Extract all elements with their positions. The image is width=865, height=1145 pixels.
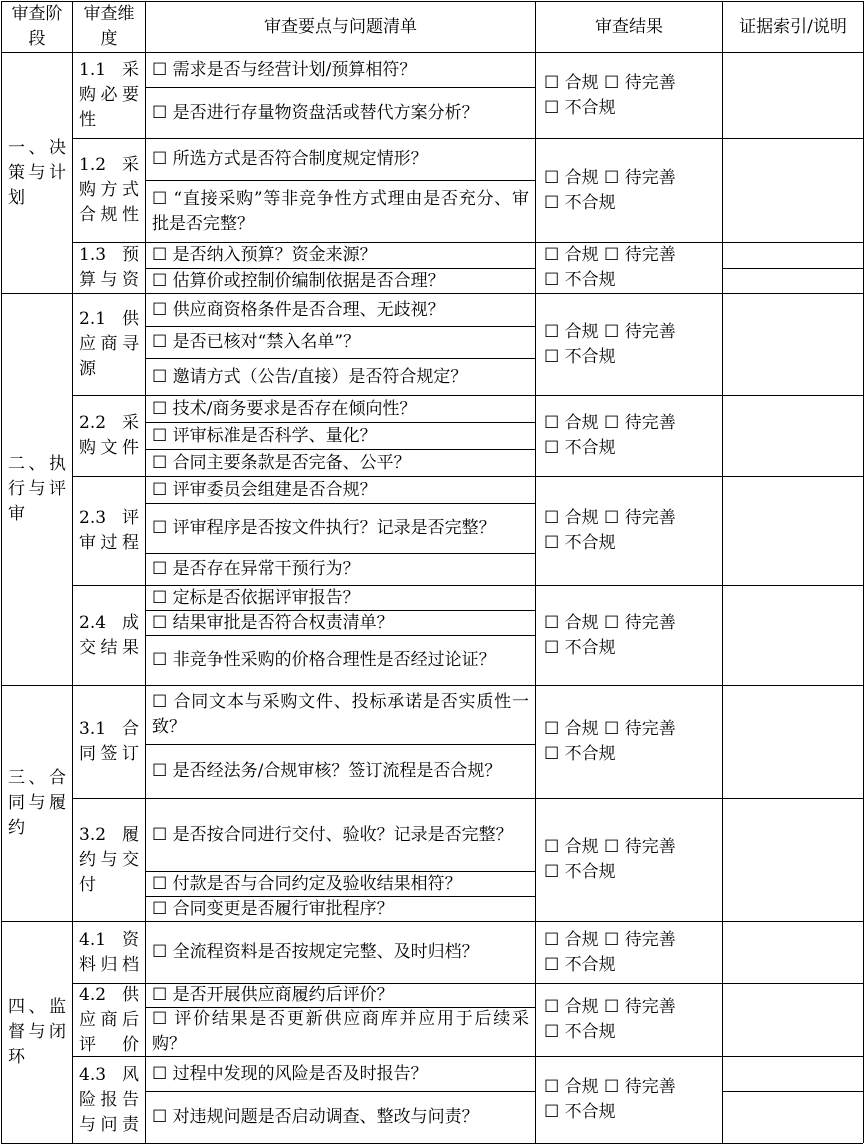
result-option-compliant-pending: ☐ 合规 ☐ 待完善 <box>544 1077 676 1097</box>
checklist-item-text: ☐ 付款是否与合同约定及验收结果相符？ <box>152 873 462 894</box>
result-option-noncompliant: ☐ 不合规 <box>544 744 616 764</box>
dimension-label-line: 性 <box>79 110 96 130</box>
dimension-label-line: 购必要 <box>79 85 139 105</box>
dimension-label-line: 同签订 <box>79 744 139 764</box>
result-option-noncompliant: ☐ 不合规 <box>544 192 616 213</box>
checklist-item[interactable] <box>146 1008 535 1056</box>
stage-label-line: 督与闭 <box>8 1022 66 1042</box>
result-options[interactable] <box>536 686 722 798</box>
dimension-cell <box>73 53 145 138</box>
header-result-label: 审查结果 <box>595 16 663 37</box>
header-points-label: 审查要点与问题清单 <box>264 16 417 37</box>
result-options[interactable] <box>536 53 722 138</box>
result-option-noncompliant: ☐ 不合规 <box>544 1022 616 1042</box>
dimension-cell <box>73 984 145 1056</box>
result-option-compliant-pending: ☐ 合规 ☐ 待完善 <box>544 245 676 265</box>
checklist-item[interactable] <box>146 1057 535 1091</box>
dimension-label-line: 4.1 资 <box>79 929 139 950</box>
dimension-label-line: 审过程 <box>79 533 139 553</box>
checklist-item-text: ☐ “直接采购”等非竞争性方式理由是否充分、审批是否完整？ <box>152 188 529 234</box>
dimension-cell <box>73 396 145 476</box>
stage-label-line: 行与评 <box>8 479 66 499</box>
checklist-item[interactable] <box>146 450 535 476</box>
checklist-item-text: ☐ 估算价或控制价编制依据是否合理？ <box>152 270 445 291</box>
result-option-noncompliant: ☐ 不合规 <box>544 97 616 118</box>
evidence-cell[interactable] <box>723 396 863 476</box>
result-option-compliant-pending: ☐ 合规 ☐ 待完善 <box>544 997 676 1017</box>
checklist-item-text: ☐ 供应商资格条件是否合理、无歧视？ <box>152 299 445 320</box>
stage-label-line: 三、合 <box>8 768 66 788</box>
header-dimension-line: 审查维 <box>83 4 135 24</box>
result-options[interactable] <box>536 396 722 476</box>
dimension-cell <box>73 477 145 585</box>
evidence-cell[interactable] <box>723 586 863 685</box>
checklist-item[interactable] <box>146 636 535 685</box>
result-option-noncompliant: ☐ 不合规 <box>544 438 616 458</box>
checklist-item-text: ☐ 是否经法务/合规审核？签订流程是否合规？ <box>152 761 502 781</box>
evidence-cell[interactable] <box>723 799 863 921</box>
result-options[interactable] <box>536 586 722 685</box>
stage-cell <box>2 922 72 1143</box>
dimension-label-line: 4.3 风 <box>79 1064 139 1085</box>
checklist-item-text: ☐ 结果审批是否符合权责清单？ <box>152 612 394 633</box>
dimension-label-line: 合规性 <box>79 205 139 225</box>
dimension-label-line: 约与交 <box>79 849 139 870</box>
checklist-item-text: ☐ 是否纳入预算？资金来源？ <box>152 245 377 265</box>
checklist-item-text: ☐ 评价结果是否更新供应商库并应用于后续采购？ <box>152 1009 529 1054</box>
evidence-cell[interactable] <box>723 294 863 395</box>
evidence-cell[interactable] <box>723 139 863 242</box>
evidence-cell[interactable] <box>723 477 863 585</box>
result-option-compliant-pending: ☐ 合规 ☐ 待完善 <box>544 719 676 739</box>
checklist-item-text: ☐ 合同主要条款是否完备、公平？ <box>152 452 411 473</box>
header-dimension-line: 度 <box>100 29 118 49</box>
evidence-cell[interactable] <box>723 922 863 983</box>
header-stage-line: 审查阶 <box>11 4 63 24</box>
checklist-item-text: ☐ 邀请方式（公告/直接）是否符合规定？ <box>152 366 468 387</box>
checklist-item[interactable] <box>146 922 535 983</box>
stage-label-line: 一、决 <box>8 137 66 158</box>
evidence-cell[interactable] <box>723 1057 863 1143</box>
checklist-item-text: ☐ 是否进行存量物资盘活或替代方案分析？ <box>152 102 479 123</box>
result-options[interactable] <box>536 922 722 983</box>
checklist-item-text: ☐ 评审程序是否按文件执行？记录是否完整？ <box>152 518 496 538</box>
checklist-item-text: ☐ 定标是否依据评审报告？ <box>152 587 360 608</box>
result-option-noncompliant: ☐ 不合规 <box>544 346 616 367</box>
checklist-item-text: ☐ 需求是否与经营计划/预算相符？ <box>152 59 417 80</box>
stage-label-line: 同与履 <box>8 793 66 813</box>
dimension-label-line: 算与资 <box>79 270 139 290</box>
result-options[interactable] <box>536 984 722 1056</box>
header-result <box>536 2 722 52</box>
checklist-item-text: ☐ 是否存在异常干预行为？ <box>152 559 360 579</box>
dimension-label-line: 3.2 履 <box>79 824 139 845</box>
result-option-compliant-pending: ☐ 合规 ☐ 待完善 <box>544 167 676 188</box>
result-option-noncompliant: ☐ 不合规 <box>544 637 616 658</box>
result-option-compliant-pending: ☐ 合规 ☐ 待完善 <box>544 72 676 93</box>
dimension-label-line: 4.2 供 <box>79 984 139 1005</box>
header-evidence <box>723 2 863 52</box>
dimension-label-line: 1.1 采 <box>79 60 139 80</box>
result-option-compliant-pending: ☐ 合规 ☐ 待完善 <box>544 413 676 433</box>
header-dimension <box>73 2 145 52</box>
result-option-compliant-pending: ☐ 合规 ☐ 待完善 <box>544 837 676 857</box>
checklist-item[interactable] <box>146 396 535 422</box>
header-evidence-label: 证据索引/说明 <box>739 16 847 37</box>
result-option-noncompliant: ☐ 不合规 <box>544 270 616 290</box>
dimension-label-line: 购方式 <box>79 180 139 200</box>
stage-label-line: 审 <box>8 504 25 524</box>
header-stage <box>2 2 72 52</box>
dimension-cell <box>73 139 145 242</box>
header-stage-line: 段 <box>28 29 46 49</box>
result-options[interactable] <box>536 799 722 921</box>
dimension-label-line: 购文件 <box>79 438 139 458</box>
checklist-item[interactable] <box>146 477 535 503</box>
dimension-label-line: 评价 <box>79 1034 139 1055</box>
result-option-compliant-pending: ☐ 合规 ☐ 待完善 <box>544 612 676 633</box>
checklist-item[interactable] <box>146 586 535 610</box>
checklist-item[interactable] <box>146 181 535 242</box>
checklist-item[interactable] <box>146 327 535 358</box>
result-options[interactable] <box>536 139 722 242</box>
dimension-label-line: 1.3 预 <box>79 245 139 265</box>
checklist-item-text: ☐ 评审委员会组建是否合规？ <box>152 479 377 500</box>
checklist-item[interactable] <box>146 423 535 449</box>
evidence-cell[interactable] <box>723 53 863 138</box>
stage-cell <box>2 53 72 293</box>
result-options[interactable] <box>536 1057 722 1143</box>
checklist-item[interactable] <box>146 88 535 138</box>
dimension-cell <box>73 922 145 983</box>
checklist-item-text: ☐ 过程中发现的风险是否及时报告？ <box>152 1063 428 1084</box>
dimension-cell <box>73 243 145 293</box>
dimension-cell <box>73 686 145 798</box>
dimension-label-line: 3.1 合 <box>79 719 139 739</box>
stage-label-line: 四、监 <box>8 997 66 1017</box>
dimension-label-line: 料归档 <box>79 954 139 975</box>
dimension-label-line: 与问责 <box>79 1114 139 1135</box>
dimension-label-line: 源 <box>79 359 96 379</box>
stage-label-line: 划 <box>8 187 25 208</box>
dimension-label-line: 2.2 采 <box>79 413 139 433</box>
checklist-item-text: ☐ 评审标准是否科学、量化？ <box>152 425 377 446</box>
checklist-item-text: ☐ 是否开展供应商履约后评价？ <box>152 985 394 1005</box>
checklist-item[interactable] <box>146 799 535 871</box>
checklist-item[interactable] <box>146 243 535 268</box>
checklist-item[interactable] <box>146 269 535 293</box>
dimension-label-line: 2.1 供 <box>79 309 139 329</box>
dimension-label-line: 付 <box>79 874 96 895</box>
evidence-cell[interactable] <box>723 686 863 798</box>
dimension-label-line: 应商后 <box>79 1009 139 1030</box>
dimension-cell <box>73 586 145 685</box>
evidence-cell[interactable] <box>723 243 863 293</box>
checklist-item-text: ☐ 合同文本与采购文件、投标承诺是否实质性一致？ <box>152 692 529 737</box>
result-options[interactable] <box>536 477 722 585</box>
checklist-item[interactable] <box>146 294 535 326</box>
checklist-item-text: ☐ 是否按合同进行交付、验收？记录是否完整？ <box>152 824 513 845</box>
checklist-item-text: ☐ 非竞争性采购的价格合理性是否经过论证？ <box>152 650 496 670</box>
checklist-item[interactable] <box>146 359 535 395</box>
result-option-noncompliant: ☐ 不合规 <box>544 1102 616 1122</box>
evidence-cell[interactable] <box>723 984 863 1056</box>
dimension-cell <box>73 799 145 921</box>
result-option-compliant-pending: ☐ 合规 ☐ 待完善 <box>544 321 676 342</box>
result-option-noncompliant: ☐ 不合规 <box>544 533 616 553</box>
dimension-label-line: 交结果 <box>79 637 139 658</box>
header-points <box>146 2 535 52</box>
dimension-cell <box>73 1057 145 1143</box>
stage-label-line: 环 <box>8 1047 25 1067</box>
checklist-item[interactable] <box>146 745 535 798</box>
checklist-item[interactable] <box>146 611 535 635</box>
checklist-item[interactable] <box>146 504 535 553</box>
checklist-item[interactable] <box>146 897 535 921</box>
checklist-item[interactable] <box>146 554 535 585</box>
result-option-compliant-pending: ☐ 合规 ☐ 待完善 <box>544 508 676 528</box>
checklist-item[interactable] <box>146 686 535 744</box>
stage-label-line: 二、执 <box>8 454 66 474</box>
checklist-item[interactable] <box>146 984 535 1007</box>
checklist-item[interactable] <box>146 1092 535 1143</box>
dimension-label-line: 1.2 采 <box>79 155 139 175</box>
checklist-item-text: ☐ 合同变更是否履行审批程序？ <box>152 898 394 919</box>
dimension-cell <box>73 294 145 395</box>
dimension-label-line: 2.4 成 <box>79 612 139 633</box>
result-option-noncompliant: ☐ 不合规 <box>544 862 616 882</box>
stage-label-line: 策与计 <box>8 162 66 183</box>
result-options[interactable] <box>536 294 722 395</box>
stage-label-line: 约 <box>8 818 25 838</box>
checklist-item-text: ☐ 全流程资料是否按规定完整、及时归档？ <box>152 942 479 962</box>
stage-cell <box>2 294 72 685</box>
dimension-label-line: 险报告 <box>79 1089 139 1110</box>
stage-cell <box>2 686 72 921</box>
checklist-item-text: ☐ 对违规问题是否启动调查、整改与问责？ <box>152 1107 479 1127</box>
checklist-item[interactable] <box>146 139 535 180</box>
checklist-item[interactable] <box>146 53 535 87</box>
checklist-item[interactable] <box>146 872 535 896</box>
dimension-label-line: 2.3 评 <box>79 508 139 528</box>
dimension-label-line: 应商寻 <box>79 334 139 354</box>
checklist-item-text: ☐ 所选方式是否符合制度规定情形？ <box>152 149 428 169</box>
checklist-item-text: ☐ 技术/商务要求是否存在倾向性？ <box>152 398 417 419</box>
result-option-compliant-pending: ☐ 合规 ☐ 待完善 <box>544 929 676 950</box>
result-options[interactable] <box>536 243 722 293</box>
checklist-item-text: ☐ 是否已核对“禁入名单”？ <box>152 332 361 352</box>
result-option-noncompliant: ☐ 不合规 <box>544 954 616 975</box>
